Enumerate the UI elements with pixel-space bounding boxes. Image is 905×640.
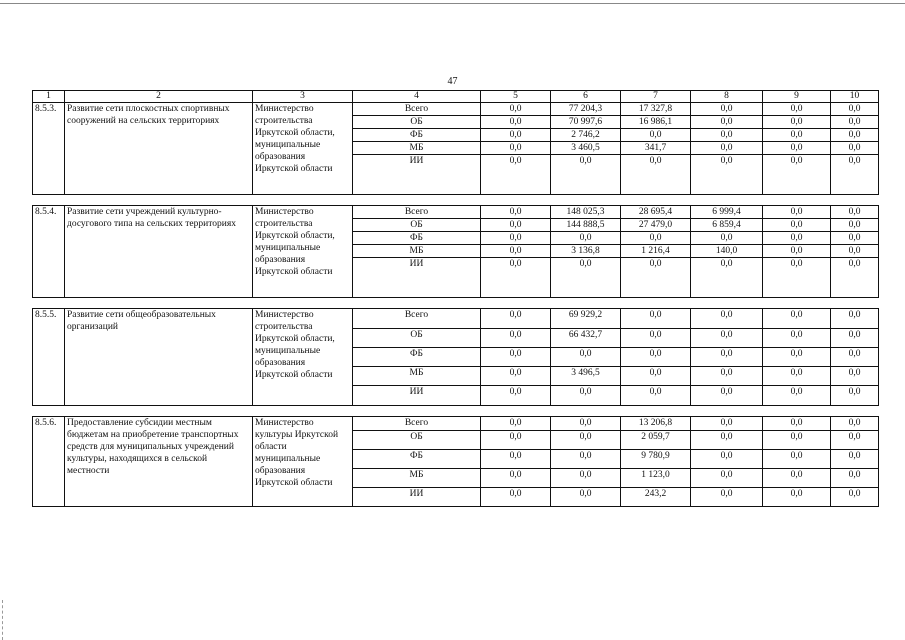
value-cell: 17 327,8	[621, 103, 691, 116]
spacer-cell	[253, 195, 353, 206]
spacer-cell	[831, 195, 879, 206]
value-cell: 1 123,0	[621, 469, 691, 488]
value-cell: 9 780,9	[621, 450, 691, 469]
value-cell: 3 460,5	[551, 142, 621, 155]
spacer-cell	[33, 195, 65, 206]
value-cell: 0,0	[691, 417, 763, 431]
funding-source-cell: ОБ	[353, 329, 481, 348]
header-cell: 5	[481, 91, 551, 103]
value-cell: 0,0	[763, 309, 831, 329]
value-cell: 0,0	[691, 116, 763, 129]
value-cell: 0,0	[621, 258, 691, 298]
spacer-cell	[253, 298, 353, 309]
value-cell: 0,0	[481, 116, 551, 129]
value-cell: 0,0	[763, 348, 831, 367]
table-body	[33, 91, 879, 507]
spacer-cell	[551, 406, 621, 417]
value-cell: 0,0	[481, 417, 551, 431]
value-cell: 0,0	[831, 488, 879, 507]
value-cell: 16 986,1	[621, 116, 691, 129]
value-cell: 0,0	[551, 417, 621, 431]
spacer-cell	[551, 298, 621, 309]
value-cell: 0,0	[763, 103, 831, 116]
table-row	[33, 103, 879, 116]
section-code: 8.5.4.	[33, 206, 65, 298]
funding-source-cell: ФБ	[353, 129, 481, 142]
value-cell: 0,0	[831, 232, 879, 245]
value-cell: 0,0	[831, 469, 879, 488]
value-cell: 66 432,7	[551, 329, 621, 348]
value-cell: 0,0	[481, 329, 551, 348]
value-cell: 0,0	[621, 309, 691, 329]
value-cell: 0,0	[831, 206, 879, 219]
spacer-cell	[481, 298, 551, 309]
funding-source-cell: ИИ	[353, 488, 481, 507]
spacer-cell	[691, 298, 763, 309]
value-cell: 0,0	[691, 431, 763, 450]
value-cell: 0,0	[763, 329, 831, 348]
value-cell: 0,0	[763, 232, 831, 245]
spacer-cell	[353, 406, 481, 417]
value-cell: 0,0	[481, 232, 551, 245]
value-cell: 0,0	[831, 367, 879, 386]
spacer-cell	[691, 195, 763, 206]
value-cell: 0,0	[691, 367, 763, 386]
value-cell: 0,0	[763, 431, 831, 450]
value-cell: 0,0	[691, 386, 763, 406]
section-executor: Министерство культуры Иркутской области муниципальные образования Иркутской области	[253, 417, 353, 507]
value-cell: 0,0	[763, 258, 831, 298]
value-cell: 0,0	[763, 155, 831, 195]
funding-source-cell: Всего	[353, 417, 481, 431]
value-cell: 13 206,8	[621, 417, 691, 431]
value-cell: 0,0	[831, 129, 879, 142]
value-cell: 2 059,7	[621, 431, 691, 450]
value-cell: 0,0	[831, 258, 879, 298]
spacer-cell	[621, 195, 691, 206]
value-cell: 0,0	[481, 309, 551, 329]
value-cell: 0,0	[763, 129, 831, 142]
value-cell: 3 136,8	[551, 245, 621, 258]
spacer-cell	[65, 298, 253, 309]
funding-source-cell: МБ	[353, 245, 481, 258]
value-cell: 0,0	[691, 329, 763, 348]
value-cell: 6 999,4	[691, 206, 763, 219]
funding-source-cell: ИИ	[353, 155, 481, 195]
value-cell: 6 859,4	[691, 219, 763, 232]
value-cell: 0,0	[481, 245, 551, 258]
funding-source-cell: МБ	[353, 469, 481, 488]
section-spacer-row	[33, 406, 879, 417]
value-cell: 70 997,6	[551, 116, 621, 129]
value-cell: 0,0	[691, 155, 763, 195]
funding-source-cell: МБ	[353, 142, 481, 155]
value-cell: 0,0	[551, 431, 621, 450]
value-cell: 3 496,5	[551, 367, 621, 386]
value-cell: 0,0	[691, 309, 763, 329]
value-cell: 0,0	[481, 367, 551, 386]
value-cell: 0,0	[763, 386, 831, 406]
funding-source-cell: ОБ	[353, 219, 481, 232]
value-cell: 0,0	[763, 488, 831, 507]
value-cell: 0,0	[691, 450, 763, 469]
table-row	[33, 206, 879, 219]
value-cell: 0,0	[831, 245, 879, 258]
value-cell: 0,0	[691, 258, 763, 298]
table-row	[33, 309, 879, 329]
value-cell: 0,0	[831, 116, 879, 129]
value-cell: 0,0	[831, 103, 879, 116]
value-cell: 0,0	[481, 348, 551, 367]
value-cell: 0,0	[831, 155, 879, 195]
spacer-cell	[551, 195, 621, 206]
section-name: Развитие сети общеобразовательных организаций	[65, 309, 253, 406]
value-cell: 0,0	[831, 329, 879, 348]
value-cell: 0,0	[621, 348, 691, 367]
funding-source-cell: Всего	[353, 206, 481, 219]
value-cell: 0,0	[621, 367, 691, 386]
section-code: 8.5.5.	[33, 309, 65, 406]
value-cell: 2 746,2	[551, 129, 621, 142]
value-cell: 0,0	[481, 129, 551, 142]
spacer-cell	[33, 406, 65, 417]
value-cell: 0,0	[831, 348, 879, 367]
funding-source-cell: ОБ	[353, 431, 481, 450]
spacer-cell	[65, 406, 253, 417]
value-cell: 0,0	[763, 116, 831, 129]
value-cell: 27 479,0	[621, 219, 691, 232]
spacer-cell	[763, 406, 831, 417]
value-cell: 0,0	[763, 417, 831, 431]
value-cell: 341,7	[621, 142, 691, 155]
spacer-cell	[831, 406, 879, 417]
value-cell: 0,0	[481, 155, 551, 195]
header-cell: 1	[33, 91, 65, 103]
value-cell: 148 025,3	[551, 206, 621, 219]
funding-source-cell: ФБ	[353, 232, 481, 245]
value-cell: 0,0	[621, 155, 691, 195]
value-cell: 69 929,2	[551, 309, 621, 329]
section-name: Предоставление субсидии местным бюджетам на приобретение транспортных средств для муниципальных учреждений культуры, находящихся в сельской местности	[65, 417, 253, 507]
spacer-cell	[353, 195, 481, 206]
value-cell: 0,0	[831, 450, 879, 469]
spacer-cell	[481, 195, 551, 206]
page-number: 47	[447, 76, 458, 87]
header-cell: 6	[551, 91, 621, 103]
value-cell: 0,0	[551, 450, 621, 469]
value-cell: 0,0	[621, 232, 691, 245]
spacer-cell	[831, 298, 879, 309]
value-cell: 77 204,3	[551, 103, 621, 116]
spacer-cell	[763, 195, 831, 206]
spacer-cell	[253, 406, 353, 417]
scan-edge-marks	[2, 600, 4, 640]
value-cell: 0,0	[481, 219, 551, 232]
value-cell: 0,0	[551, 258, 621, 298]
value-cell: 0,0	[763, 206, 831, 219]
value-cell: 0,0	[831, 431, 879, 450]
value-cell: 0,0	[481, 386, 551, 406]
section-name: Развитие сети учреждений культурно-досугового типа на сельских территориях	[65, 206, 253, 298]
funding-source-cell: МБ	[353, 367, 481, 386]
program-funding-table	[32, 90, 879, 507]
table-row	[33, 417, 879, 431]
value-cell: 0,0	[831, 219, 879, 232]
value-cell: 0,0	[763, 245, 831, 258]
value-cell: 0,0	[551, 348, 621, 367]
value-cell: 1 216,4	[621, 245, 691, 258]
value-cell: 0,0	[831, 386, 879, 406]
value-cell: 0,0	[763, 219, 831, 232]
header-cell: 7	[621, 91, 691, 103]
header-cell: 10	[831, 91, 879, 103]
section-code: 8.5.3.	[33, 103, 65, 195]
value-cell: 0,0	[691, 142, 763, 155]
value-cell: 0,0	[621, 386, 691, 406]
value-cell: 0,0	[763, 450, 831, 469]
funding-source-cell: Всего	[353, 309, 481, 329]
value-cell: 0,0	[763, 142, 831, 155]
value-cell: 0,0	[831, 309, 879, 329]
spacer-cell	[763, 298, 831, 309]
value-cell: 0,0	[621, 129, 691, 142]
value-cell: 0,0	[763, 469, 831, 488]
funding-source-cell: ИИ	[353, 386, 481, 406]
value-cell: 0,0	[691, 103, 763, 116]
section-spacer-row	[33, 195, 879, 206]
spacer-cell	[481, 406, 551, 417]
value-cell: 0,0	[691, 469, 763, 488]
value-cell: 0,0	[481, 103, 551, 116]
value-cell: 0,0	[481, 206, 551, 219]
value-cell: 0,0	[481, 488, 551, 507]
spacer-cell	[65, 195, 253, 206]
value-cell: 0,0	[481, 431, 551, 450]
section-executor: Министерство строительства Иркутской области, муниципальные образования Иркутской области	[253, 206, 353, 298]
section-name: Развитие сети плоскостных спортивных сооружений на сельских территориях	[65, 103, 253, 195]
value-cell: 140,0	[691, 245, 763, 258]
value-cell: 0,0	[831, 417, 879, 431]
header-cell: 4	[353, 91, 481, 103]
value-cell: 0,0	[831, 142, 879, 155]
value-cell: 0,0	[621, 329, 691, 348]
value-cell: 0,0	[481, 258, 551, 298]
value-cell: 0,0	[551, 232, 621, 245]
funding-source-cell: ФБ	[353, 348, 481, 367]
value-cell: 28 695,4	[621, 206, 691, 219]
table-header-row	[33, 91, 879, 103]
section-executor: Министерство строительства Иркутской области, муниципальные образования Иркутской области	[253, 103, 353, 195]
value-cell: 0,0	[551, 155, 621, 195]
funding-source-cell: Всего	[353, 103, 481, 116]
header-cell: 8	[691, 91, 763, 103]
value-cell: 0,0	[691, 129, 763, 142]
value-cell: 243,2	[621, 488, 691, 507]
value-cell: 0,0	[691, 232, 763, 245]
header-cell: 2	[65, 91, 253, 103]
spacer-cell	[691, 406, 763, 417]
funding-source-cell: ОБ	[353, 116, 481, 129]
page-top-border	[0, 3, 905, 4]
section-code: 8.5.6.	[33, 417, 65, 507]
value-cell: 0,0	[481, 469, 551, 488]
value-cell: 0,0	[481, 450, 551, 469]
value-cell: 144 888,5	[551, 219, 621, 232]
value-cell: 0,0	[691, 488, 763, 507]
value-cell: 0,0	[763, 367, 831, 386]
value-cell: 0,0	[481, 142, 551, 155]
funding-source-cell: ИИ	[353, 258, 481, 298]
value-cell: 0,0	[551, 386, 621, 406]
section-executor: Министерство строительства Иркутской области, муниципальные образования Иркутской области	[253, 309, 353, 406]
spacer-cell	[621, 406, 691, 417]
header-cell: 3	[253, 91, 353, 103]
spacer-cell	[33, 298, 65, 309]
spacer-cell	[621, 298, 691, 309]
spacer-cell	[353, 298, 481, 309]
funding-source-cell: ФБ	[353, 450, 481, 469]
header-cell: 9	[763, 91, 831, 103]
value-cell: 0,0	[551, 488, 621, 507]
value-cell: 0,0	[691, 348, 763, 367]
section-spacer-row	[33, 298, 879, 309]
value-cell: 0,0	[551, 469, 621, 488]
